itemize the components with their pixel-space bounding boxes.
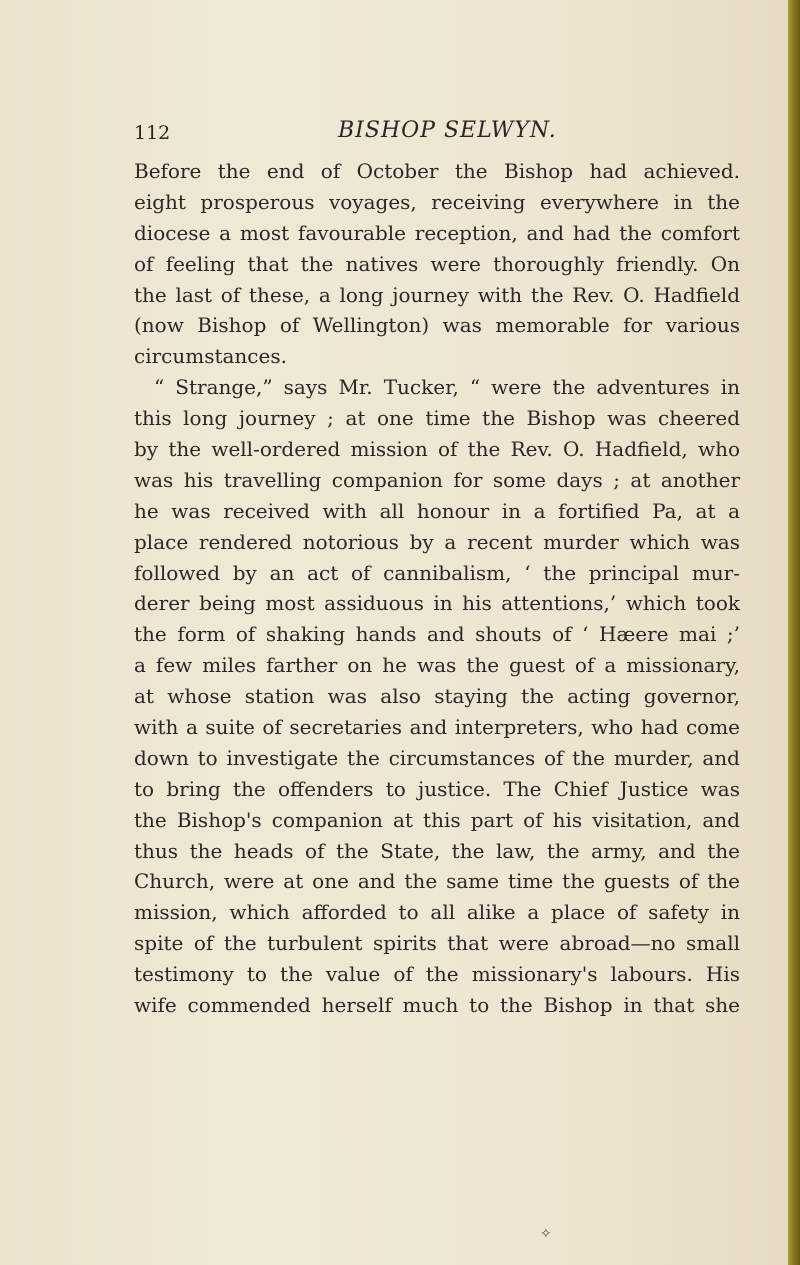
text-line: wife commended herself much to the Bishop in that she <box>134 993 740 1018</box>
body-text <box>134 156 740 1021</box>
text-line: testimony to the value of the missionary's labours. His <box>134 962 740 987</box>
text-line: eight prosperous voyages, receiving everywhere in the <box>134 189 740 214</box>
text-line: was his travelling companion for some days ; at another <box>134 467 740 492</box>
running-title: BISHOP SELWYN. <box>338 118 557 143</box>
text-line: this long journey ; at one time the Bishop was cheered <box>134 406 740 431</box>
text-line: place rendered notorious by a recent murder which was <box>134 529 740 554</box>
text-line: (now Bishop of Wellington) was memorable for various <box>134 313 740 338</box>
text-line: with a suite of secretaries and interpreters, who had come <box>134 715 740 740</box>
text-line: at whose station was also staying the acting governor, <box>134 684 740 709</box>
text-line: derer being most assiduous in his attentions,’ which took <box>134 591 740 616</box>
text-line: the Bishop's companion at this part of his visitation, and <box>134 807 740 832</box>
text-line: Church, were at one and the same time the guests of the <box>134 869 740 894</box>
text-line: he was received with all honour in a fortified Pa, at a <box>134 498 740 523</box>
running-head <box>134 118 734 148</box>
footer-mark: ✧ <box>540 1226 552 1242</box>
text-line: the form of shaking hands and shouts of ‘ Hæere mai ;’ <box>134 622 740 647</box>
text-line: by the well-ordered mission of the Rev. O. Hadfield, who <box>134 437 740 462</box>
text-line: spite of the turbulent spirits that were abroad—no small <box>134 931 740 956</box>
text-line: to bring the offenders to justice. The Chief Justice was <box>134 776 740 801</box>
text-line: diocese a most favourable reception, and had the comfort <box>134 220 740 245</box>
text-line: a few miles farther on he was the guest of a missionary, <box>134 653 740 678</box>
text-line: the last of these, a long journey with the Rev. O. Hadfield <box>134 282 740 307</box>
text-line: down to investigate the circumstances of the murder, and <box>134 745 740 770</box>
text-line: “ Strange,” says Mr. Tucker, “ were the adventures in <box>154 375 740 400</box>
text-line: of feeling that the natives were thoroughly friendly. On <box>134 251 740 276</box>
text-line: thus the heads of the State, the law, the army, and the <box>134 838 740 863</box>
text-line: followed by an act of cannibalism, ‘ the principal mur- <box>134 560 740 585</box>
page-number: 112 <box>134 122 171 144</box>
text-line: Before the end of October the Bishop had achieved. <box>134 159 740 183</box>
page-edge <box>788 0 800 1265</box>
text-line: mission, which afforded to all alike a place of safety in <box>134 900 740 925</box>
text-line: circumstances. <box>134 344 287 369</box>
